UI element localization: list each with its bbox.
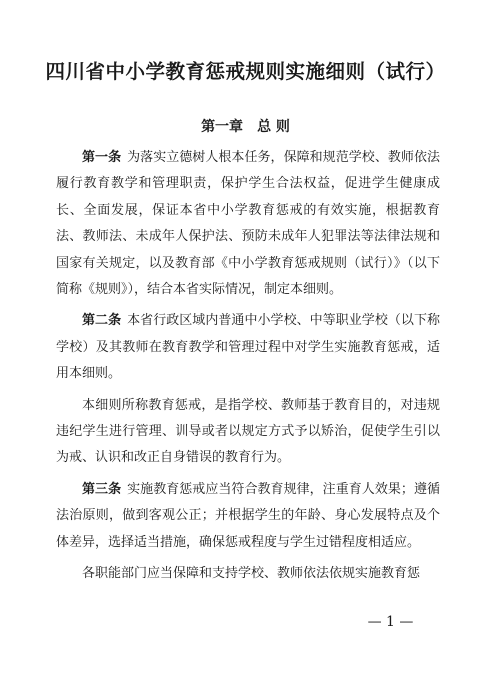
page-number: — 1 — [367, 614, 414, 630]
paragraph-text: 本细则所称教育惩戒，是指学校、教师基于教育目的，对违规违纪学生进行管理、训导或者以规定方式予以矫治，促使学生引以为戒、认识和改正自身错误的教育行为。 [56, 397, 440, 466]
paragraph-text: 为落实立德树人根本任务，保障和规范学校、教师依法履行教育教学和管理职责，保护学生合法权益，促进学生健康成长、全面发展，保证本省中小学教育惩戒的有效实施，根据教育法、教师法、未成年人保护法、预防未成年人犯罪法等法律法规和国家有关规定，以及教育部《中小学教育惩戒规则（试行）》（以下简称《规则》），结合本省实际情况，制定本细则。 [56, 150, 440, 298]
paragraph-continuation [56, 561, 440, 587]
paragraph-article-1 [56, 145, 440, 303]
paragraph-definition [56, 393, 440, 472]
paragraph-article-2 [56, 308, 440, 387]
chapter-name: 总 则 [257, 119, 290, 135]
chapter-number: 第一章 [201, 119, 244, 135]
paragraph-text: 本省行政区域内普通中小学校、中等职业学校（以下称学校）及其教师在教育教学和管理过程中对学生实施教育惩戒，适用本细则。 [56, 313, 440, 382]
chapter-heading [0, 117, 491, 137]
paragraph-article-3 [56, 477, 440, 556]
document-title: 四川省中小学教育惩戒规则实施细则（试行） [45, 60, 446, 83]
document-body [56, 145, 440, 593]
article-label: 第三条 [82, 481, 122, 497]
paragraph-text: 实施教育惩戒应当符合教育规律，注重育人效果；遵循法治原则，做到客观公正；并根据学生的年龄、身心发展特点及个体差异，选择适当措施，确保惩戒程度与学生过错程度相适应。 [56, 481, 440, 550]
article-label: 第一条 [82, 150, 122, 165]
paragraph-text: 各职能部门应当保障和支持学校、教师依法依规实施教育惩 [82, 566, 421, 582]
article-label: 第二条 [82, 313, 122, 329]
